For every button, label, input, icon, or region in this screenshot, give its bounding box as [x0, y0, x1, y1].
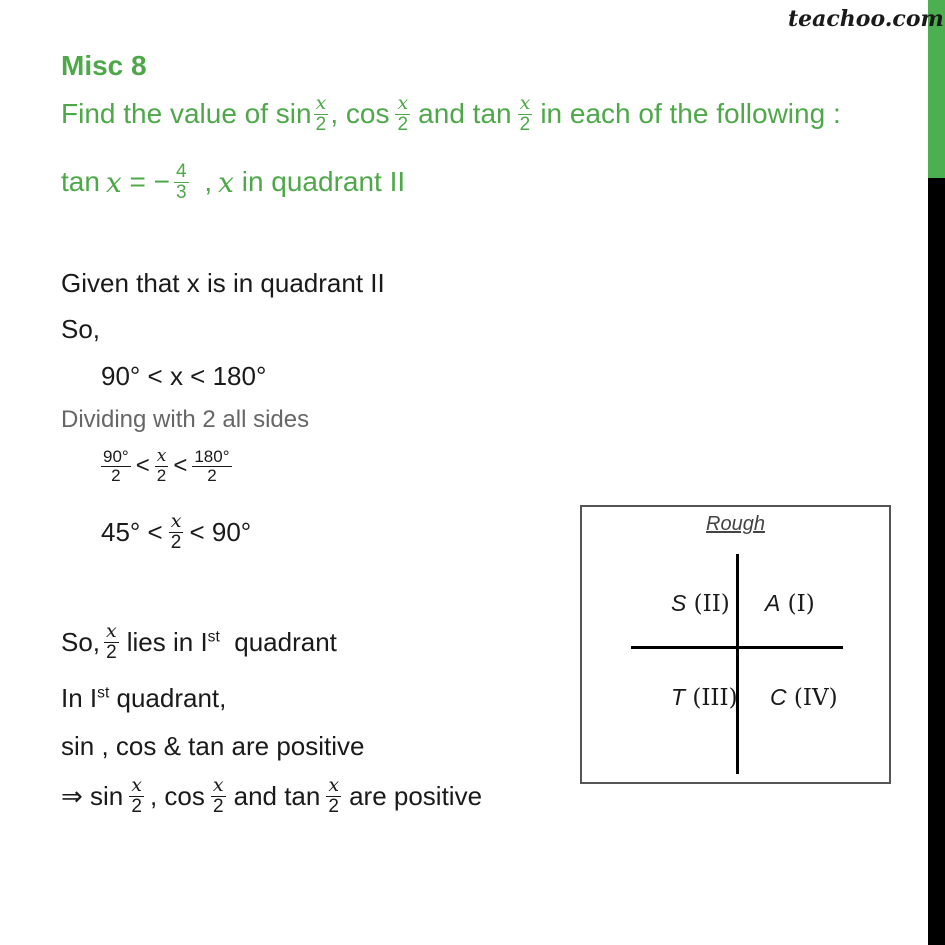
implies-line — [61, 776, 482, 817]
frac-den: 3 — [176, 181, 187, 203]
frac-num: x — [519, 92, 531, 114]
question-condition — [61, 162, 405, 203]
q3-num: (III) — [685, 685, 738, 711]
frac-num: 4 — [176, 161, 187, 182]
frac-den: 2 — [395, 114, 410, 135]
implies-sin: ⇒ sin — [61, 780, 124, 811]
cond-var2: x — [218, 165, 234, 199]
lies-text — [127, 627, 337, 658]
less-than: < — [135, 452, 150, 480]
frac-den: 2 — [192, 466, 231, 485]
frac-den: 2 — [518, 114, 533, 135]
quadrant-word: quadrant — [219, 626, 337, 657]
frac-den: 2 — [129, 796, 144, 817]
cond-tail: in quadrant II — [233, 166, 406, 198]
cond-var: x — [105, 165, 122, 199]
inequality-1: 90° < x < 180° — [101, 361, 267, 391]
fraction-x-over-2 — [518, 94, 533, 135]
implies-and: and tan — [233, 780, 321, 811]
st-superscript: st — [97, 684, 110, 702]
frac-den: 2 — [326, 796, 341, 817]
positive-line: sin , cos & tan are positive — [61, 731, 365, 761]
quadrant-iv-label — [770, 684, 838, 711]
rough-work-box — [580, 505, 891, 784]
vertical-axis-line — [736, 554, 739, 774]
in-first: In I — [61, 683, 98, 713]
cond-tan: tan — [61, 166, 100, 198]
less-than: < — [173, 452, 188, 480]
fraction-90-over-2 — [101, 448, 131, 485]
frac-den: 2 — [314, 114, 329, 135]
frac-num: x — [170, 510, 182, 532]
inequality-2 — [99, 448, 234, 485]
cond-eq: = − — [121, 166, 170, 198]
scroll-track — [928, 178, 945, 945]
horizontal-axis-line — [631, 646, 843, 649]
fraction-x-over-2 — [129, 776, 144, 817]
cond-comma: , — [196, 166, 213, 198]
q3-letter: T — [671, 684, 686, 710]
fraction-x-over-2 — [155, 448, 169, 485]
dividing-note: Dividing with 2 all sides — [61, 406, 310, 433]
frac-den: 2 — [169, 532, 184, 553]
frac-num: x — [106, 620, 117, 642]
question-tail: in each of the following : — [540, 98, 841, 130]
lies-line — [61, 622, 337, 663]
q2-letter: S — [671, 590, 687, 616]
frac-den: 2 — [155, 466, 169, 485]
frac-num: x — [156, 446, 167, 466]
question-sep-tan: and tan — [418, 98, 512, 130]
rough-title: Rough — [706, 513, 765, 535]
q1-letter: A — [765, 590, 781, 616]
fraction-x-over-2 — [314, 94, 329, 135]
q4-num: (IV) — [786, 685, 838, 711]
frac-den: 2 — [101, 466, 131, 485]
frac-num: x — [328, 774, 340, 796]
quadrant-i-label — [765, 590, 815, 617]
frac-num: 180° — [194, 447, 230, 466]
fraction-180-over-2 — [192, 448, 231, 485]
q4-letter: C — [770, 684, 787, 710]
q2-num: (II) — [686, 591, 730, 617]
fraction-x-over-2 — [104, 622, 119, 663]
ineq3-right: < 90° — [189, 516, 252, 547]
quadrant-ii-label — [671, 590, 730, 617]
in-first-line — [61, 683, 226, 714]
frac-num: x — [212, 774, 224, 796]
so-line: So, — [61, 314, 101, 344]
question-label: Misc 8 — [61, 50, 147, 81]
implies-tail: are positive — [349, 780, 483, 811]
fraction-x-over-2 — [326, 776, 341, 817]
inequality-3 — [101, 512, 251, 553]
question-find: Find the value of sin — [61, 98, 312, 130]
frac-num: x — [315, 92, 327, 114]
fraction-x-over-2 — [395, 94, 410, 135]
question-text — [61, 94, 841, 135]
so2: So, — [61, 626, 101, 657]
question-sep-cos: , cos — [330, 98, 390, 130]
frac-num: x — [397, 92, 409, 114]
quadrant-iii-label — [671, 684, 738, 711]
fraction-x-over-2 — [211, 776, 226, 817]
frac-den: 2 — [104, 642, 119, 663]
given-line: Given that x is in quadrant II — [61, 268, 385, 298]
fraction-x-over-2 — [169, 512, 184, 553]
frac-den: 2 — [211, 796, 226, 817]
frac-num: 90° — [103, 447, 129, 466]
implies-cos: , cos — [149, 780, 205, 811]
in-first-tail: quadrant, — [109, 683, 227, 713]
q1-num: (I) — [780, 591, 815, 617]
frac-num: x — [131, 774, 142, 796]
ineq3-left: 45° < — [101, 516, 163, 547]
st-superscript: st — [207, 628, 220, 646]
brand-logo: teachoo.com — [788, 6, 944, 32]
lies-in: lies in I — [126, 626, 208, 657]
fraction-4-over-3 — [174, 162, 189, 203]
